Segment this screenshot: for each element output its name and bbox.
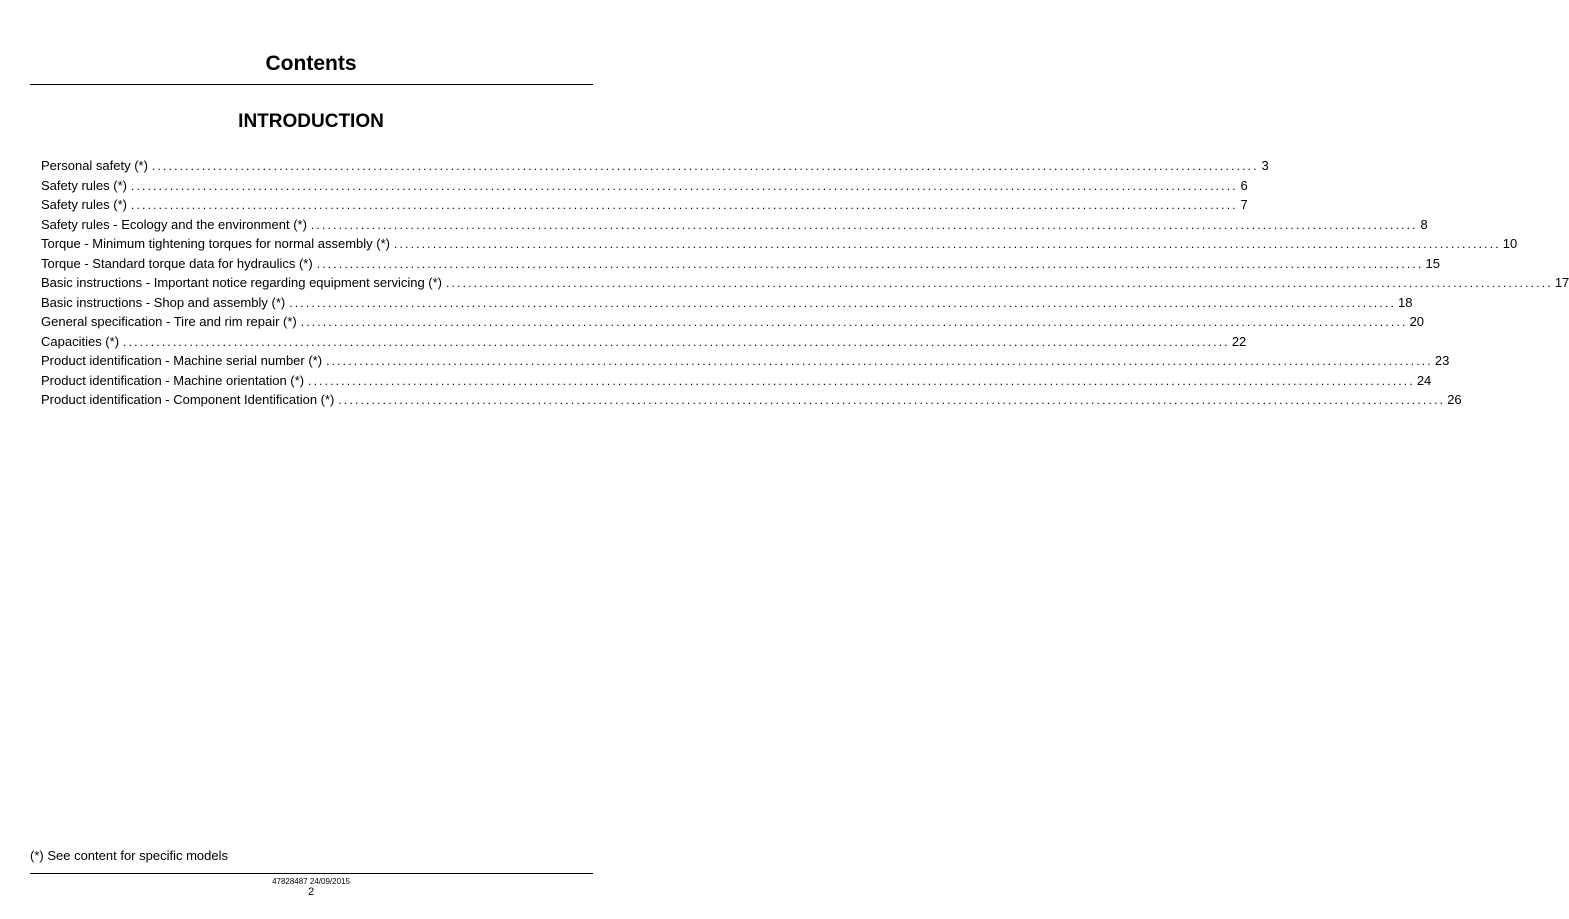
- footer-divider: [30, 873, 593, 874]
- toc-entry-page: 24: [1416, 372, 1432, 388]
- toc-leader-dots: ........................................................................................................................................................................................................: [316, 256, 1424, 271]
- toc-entry-page: 22: [1231, 333, 1247, 349]
- toc-entry-component-identification[interactable]: [41, 390, 1462, 410]
- toc-entry-page: 23: [1434, 353, 1450, 368]
- toc-entry-page: 20: [1409, 314, 1425, 329]
- toc-leader-dots: ........................................................................................................................................................................................................: [289, 295, 1397, 310]
- toc-entry-machine-orientation[interactable]: [41, 371, 1432, 391]
- toc-entry-label: Capacities (*): [41, 333, 120, 349]
- toc-leader-dots: ........................................................................................................................................................................................................: [123, 334, 1230, 349]
- table-of-contents: [41, 156, 1569, 410]
- toc-entry-label: Safety rules (*): [41, 197, 127, 212]
- toc-entry-page: 3: [1261, 158, 1269, 173]
- toc-leader-dots: ........................................................................................................................................................................................................: [326, 354, 1433, 368]
- toc-leader-dots: ........................................................................................................................................................................................................: [151, 159, 1259, 173]
- page-number: 2: [307, 886, 315, 898]
- toc-entry-safety-rules-2[interactable]: [41, 195, 1248, 215]
- toc-entry-hydraulic-torques[interactable]: [41, 254, 1440, 274]
- toc-leader-dots: ........................................................................................................................................................................................................: [308, 373, 1415, 388]
- toc-entry-equipment-servicing[interactable]: [41, 273, 1569, 293]
- document-id: 47828487 24/09/2015: [272, 877, 350, 886]
- toc-entry-label: Basic instructions - Shop and assembly (*): [41, 294, 286, 310]
- toc-entry-label: Torque - Minimum tightening torques for normal assembly (*): [41, 236, 390, 251]
- toc-entry-page: 26: [1447, 392, 1462, 407]
- header-divider: [30, 84, 593, 85]
- toc-entry-shop-assembly[interactable]: [41, 293, 1413, 313]
- toc-entry-label: Personal safety (*): [41, 158, 148, 173]
- toc-entry-tire-rim-repair[interactable]: [41, 312, 1425, 332]
- toc-entry-safety-rules-1[interactable]: [41, 176, 1248, 196]
- toc-entry-page: 18: [1398, 294, 1413, 310]
- section-heading: INTRODUCTION: [238, 111, 384, 132]
- toc-entry-label: Safety rules - Ecology and the environment (*): [41, 216, 307, 232]
- toc-entry-page: 10: [1502, 236, 1518, 251]
- footnote: (*) See content for specific models: [30, 848, 228, 863]
- toc-entry-ecology-environment[interactable]: [41, 215, 1428, 235]
- toc-entry-label: Product identification - Machine serial number (*): [41, 353, 323, 368]
- toc-entry-page: 15: [1425, 255, 1440, 271]
- toc-entry-label: Torque - Standard torque data for hydraulics (*): [41, 255, 313, 271]
- toc-leader-dots: ........................................................................................................................................................................................................: [130, 198, 1238, 212]
- toc-entry-label: Safety rules (*): [41, 177, 127, 193]
- toc-entry-page: 7: [1240, 197, 1248, 212]
- toc-entry-capacities[interactable]: [41, 332, 1247, 352]
- page-title: Contents: [265, 52, 357, 75]
- toc-entry-machine-serial-number[interactable]: [41, 351, 1450, 371]
- toc-entry-label: General specification - Tire and rim repair (*): [41, 314, 297, 329]
- toc-leader-dots: ........................................................................................................................................................................................................: [446, 276, 1553, 290]
- toc-entry-page: 8: [1420, 216, 1428, 232]
- toc-entry-label: Basic instructions - Important notice regarding equipment servicing (*): [41, 275, 443, 290]
- toc-entry-minimum-torques[interactable]: [41, 234, 1518, 254]
- toc-leader-dots: ........................................................................................................................................................................................................: [300, 315, 1408, 329]
- toc-entry-page: 6: [1240, 177, 1248, 193]
- toc-leader-dots: ........................................................................................................................................................................................................: [310, 217, 1418, 232]
- toc-entry-label: Product identification - Machine orientation (*): [41, 372, 305, 388]
- toc-leader-dots: ........................................................................................................................................................................................................: [393, 237, 1501, 251]
- toc-entry-page: 17: [1554, 275, 1569, 290]
- toc-leader-dots: ........................................................................................................................................................................................................: [338, 393, 1446, 407]
- toc-entry-label: Product identification - Component Identification (*): [41, 392, 335, 407]
- toc-entry-personal-safety[interactable]: [41, 156, 1269, 176]
- toc-leader-dots: ........................................................................................................................................................................................................: [130, 178, 1238, 193]
